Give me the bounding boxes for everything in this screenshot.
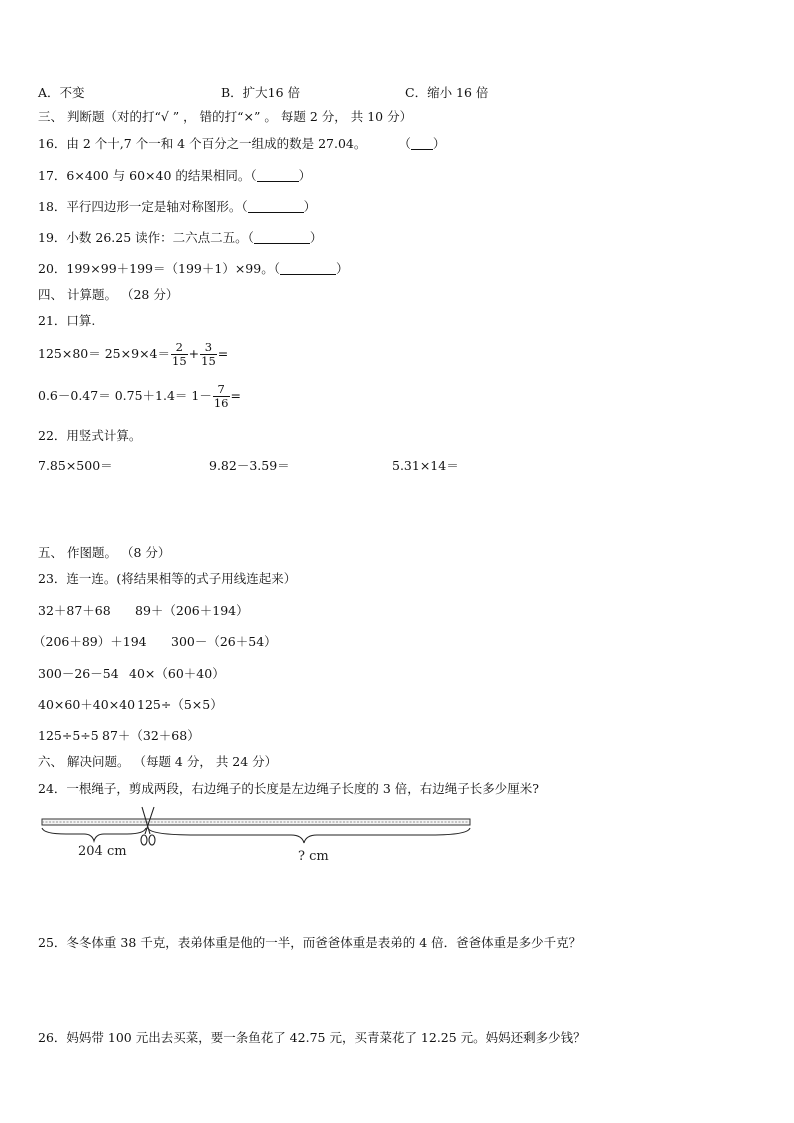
question-16-open: （ — [398, 136, 411, 151]
question-18-text: 18．平行四边形一定是轴对称图形。（ — [38, 199, 248, 214]
question-16-close: ） — [432, 136, 446, 151]
option-b: B．扩大16 倍 — [221, 85, 301, 100]
vertical-calc-3: 5.31×14＝ — [392, 458, 459, 473]
question-20-text: 20．199×99＋199＝（199＋1）×99。（ — [38, 261, 280, 276]
fraction-2-15: $\frac{2}{15}$ — [172, 340, 187, 368]
question-22: 22．用竖式计算。 — [38, 428, 142, 443]
answer-blank-17[interactable] — [257, 169, 299, 182]
match-right-3[interactable]: 40×（60＋40） — [129, 666, 225, 681]
answer-blank-16[interactable] — [411, 137, 433, 150]
mental-calc-row-1 — [38, 341, 228, 368]
mental-calc-2b: 0.75＋1.4＝ — [114, 388, 188, 403]
left-brace — [42, 828, 146, 841]
scissors-icon — [141, 807, 155, 845]
option-c: C．缩小 16 倍 — [405, 85, 489, 100]
question-24: 24．一根绳子，剪成两段，右边绳子的长度是左边绳子长度的 3 倍，右边绳子长多少厘米? — [38, 781, 540, 796]
rope-diagram — [36, 804, 476, 866]
section-5-heading: 五、 作图题。 （8 分） — [38, 545, 171, 560]
question-17-close: ） — [298, 168, 312, 183]
right-brace — [148, 828, 470, 843]
question-20-close: ） — [335, 261, 349, 276]
mental-calc-2c-prefix: 1－ — [191, 388, 212, 403]
question-26: 26．妈妈带 100 元出去买菜，要一条鱼花了 42.75 元，买青菜花了 12.25 元。妈妈还剩多少钱？ — [38, 1030, 586, 1045]
question-18-close: ） — [303, 199, 317, 214]
option-a: A．不变 — [38, 85, 85, 100]
answer-blank-19[interactable] — [254, 231, 310, 244]
answer-blank-18[interactable] — [248, 200, 304, 213]
section-3-heading: 三、 判断题（对的打“√ ” ， 错的打“×” 。 每题 2 分， 共 10 分） — [38, 109, 413, 124]
section-6-heading: 六、 解决问题。 （每题 4 分， 共 24 分） — [38, 754, 278, 769]
match-left-3[interactable]: 300－26－54 — [38, 666, 119, 681]
match-left-4[interactable]: 40×60＋40×40 — [38, 697, 136, 712]
question-18 — [38, 199, 316, 215]
question-19 — [38, 230, 322, 246]
answer-blank-20[interactable] — [280, 262, 336, 275]
plus-sign: + — [188, 346, 200, 361]
match-right-1[interactable]: 89＋（206＋194） — [135, 603, 249, 618]
mental-calc-2a: 0.6－0.47＝ — [38, 388, 111, 403]
match-right-4[interactable]: 125÷（5×5） — [137, 697, 223, 712]
question-25: 25．冬冬体重 38 千克，表弟体重是他的一半，而爸爸体重是表弟的 4 倍．爸爸体重是多少千克？ — [38, 935, 582, 950]
mental-calc-row-2 — [38, 383, 241, 410]
question-16 — [38, 136, 445, 152]
question-19-close: ） — [309, 230, 323, 245]
match-right-2[interactable]: 300－（26＋54） — [171, 634, 277, 649]
vertical-calc-2: 9.82－3.59＝ — [209, 458, 290, 473]
fraction-3-15: $\frac{3}{15}$ — [201, 340, 216, 368]
rope-right-label: ? cm — [298, 849, 329, 864]
match-left-1[interactable]: 32＋87＋68 — [38, 603, 111, 618]
match-left-5[interactable]: 125÷5÷5 — [38, 728, 99, 743]
vertical-calc-1: 7.85×500＝ — [38, 458, 113, 473]
mental-calc-1b: 25×9×4＝ — [104, 346, 170, 361]
fraction-7-16: $\frac{7}{16}$ — [213, 382, 229, 410]
question-16-text: 16．由 2 个十,7 个一和 4 个百分之一组成的数是 27.04。 — [38, 136, 367, 151]
section-4-heading: 四、 计算题。 （28 分） — [38, 287, 179, 302]
match-left-2[interactable]: （206＋89）＋194 — [33, 634, 147, 649]
question-23: 23．连一连。(将结果相等的式子用线连起来） — [38, 571, 297, 586]
question-20 — [38, 261, 348, 277]
equals-sign: = — [217, 346, 229, 361]
question-17 — [38, 168, 311, 184]
rope — [42, 819, 470, 825]
match-right-5[interactable]: 87＋（32＋68） — [102, 728, 200, 743]
equals-sign-2: = — [230, 388, 241, 403]
question-17-text: 17．6×400 与 60×40 的结果相同。（ — [38, 168, 257, 183]
rope-left-label: 204 cm — [78, 844, 127, 859]
mental-calc-1a: 125×80＝ — [38, 346, 101, 361]
question-19-text: 19．小数 26.25 读作：二六点二五。（ — [38, 230, 254, 245]
question-21: 21．口算. — [38, 313, 96, 328]
